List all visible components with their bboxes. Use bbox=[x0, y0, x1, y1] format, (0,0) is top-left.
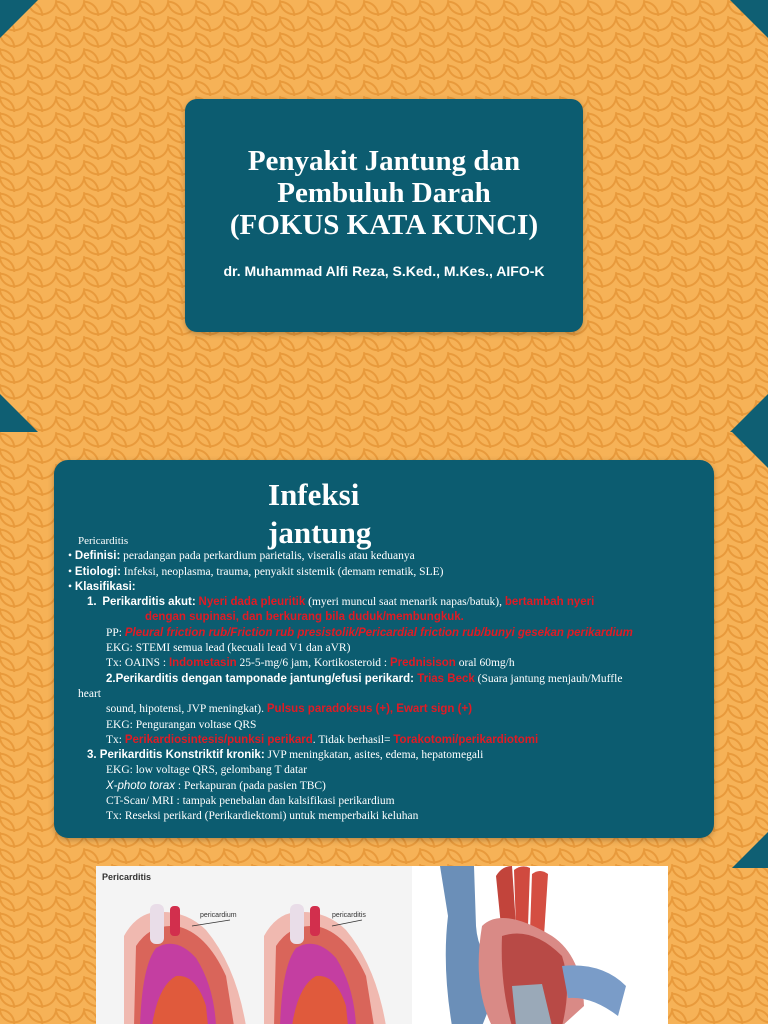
item-2-ekg: EKG: Pengurangan voltase QRS bbox=[106, 718, 257, 731]
heading-line: Infeksi bbox=[268, 477, 360, 512]
bullet-definisi: • Definisi: peradangan pada perkardium parietalis, viseralis atau keduanya bbox=[68, 550, 415, 563]
heart-diagram bbox=[96, 866, 412, 1024]
corner-decoration bbox=[732, 432, 768, 468]
corner-decoration bbox=[0, 0, 38, 38]
item-3: 3. Perikarditis Konstriktif kronik: JVP meningkatan, asites, edema, hepatomegali bbox=[87, 749, 484, 762]
pericarditis-illustration bbox=[96, 866, 412, 1024]
slide-body bbox=[68, 534, 708, 825]
aorta-diagram bbox=[412, 866, 668, 1024]
content-panel bbox=[54, 460, 714, 838]
heart-vessels-illustration bbox=[412, 866, 668, 1024]
title-line: Pembuluh Darah bbox=[277, 177, 491, 209]
illustration-title: Pericarditis bbox=[102, 872, 152, 882]
label-pericarditis: pericarditis bbox=[332, 912, 366, 919]
topic-label: Pericarditis bbox=[78, 535, 129, 547]
corner-decoration bbox=[730, 0, 768, 38]
title-line: (FOKUS KATA KUNCI) bbox=[229, 209, 539, 241]
title-panel bbox=[185, 99, 583, 332]
item-1: 1. Perikarditis akut: Nyeri dada pleuritik (myeri muncul saat menarik napas/batuk), bertambah nyeri bbox=[87, 596, 595, 609]
item-2-line3: sound, hipotensi, JVP meningkat). Pulsus paradoksus (+), Ewart sign (+) bbox=[106, 703, 473, 716]
item-3-ct: CT-Scan/ MRI : tampak penebalan dan kalsifikasi perikardium bbox=[106, 795, 395, 808]
corner-decoration bbox=[730, 394, 768, 432]
slide-title bbox=[185, 145, 583, 241]
heading-line: jantung bbox=[268, 515, 372, 550]
item-2: 2.Perikarditis dengan tamponade jantung/efusi perikard: Trias Beck (Suara jantung menjauh/Muffle bbox=[106, 672, 623, 685]
bullet-etiologi: • Etiologi: Infeksi, neoplasma, trauma, penyakit sistemik (demam rematik, SLE) bbox=[68, 565, 444, 578]
title-slide bbox=[0, 0, 768, 432]
label-pericardium: pericardium bbox=[200, 912, 237, 919]
item-1-ekg: EKG: STEMI semua lead (kecuali lead V1 dan aVR) bbox=[106, 642, 351, 655]
item-1-cont: dengan supinasi, dan berkurang bila duduk/membungkuk. bbox=[145, 611, 464, 624]
item-3-ekg: EKG: low voltage QRS, gelombang T datar bbox=[106, 764, 308, 777]
item-1-pp: PP: Pleural friction rub/Friction rub presistolik/Pericardial friction rub/bunyi gesekan perikardium bbox=[106, 626, 633, 639]
corner-decoration bbox=[732, 832, 768, 868]
item-1-tx: Tx: OAINS : Indometasin 25-5-mg/6 jam, Kortikosteroid : Prednisison oral 60mg/h bbox=[106, 657, 515, 670]
author-line: dr. Muhammad Alfi Reza, S.Ked., M.Kes., AIFO-K bbox=[223, 263, 545, 279]
item-2-cont: heart bbox=[78, 687, 101, 700]
bullet-klasifikasi: • Klasifikasi: bbox=[68, 580, 136, 593]
corner-decoration bbox=[0, 394, 38, 432]
content-slide bbox=[0, 432, 768, 1024]
title-line: Penyakit Jantung dan bbox=[247, 145, 521, 177]
item-2-tx: Tx: Perikardiosintesis/punksi perikard. Tidak berhasil= Torakotomi/perikardiotomi bbox=[106, 733, 539, 746]
item-3-tx: Tx: Reseksi perikard (Perikardiektomi) untuk memperbaiki keluhan bbox=[106, 810, 419, 823]
item-3-xphoto: X-photo torax : Perkapuran (pada pasien TBC) bbox=[106, 779, 326, 792]
